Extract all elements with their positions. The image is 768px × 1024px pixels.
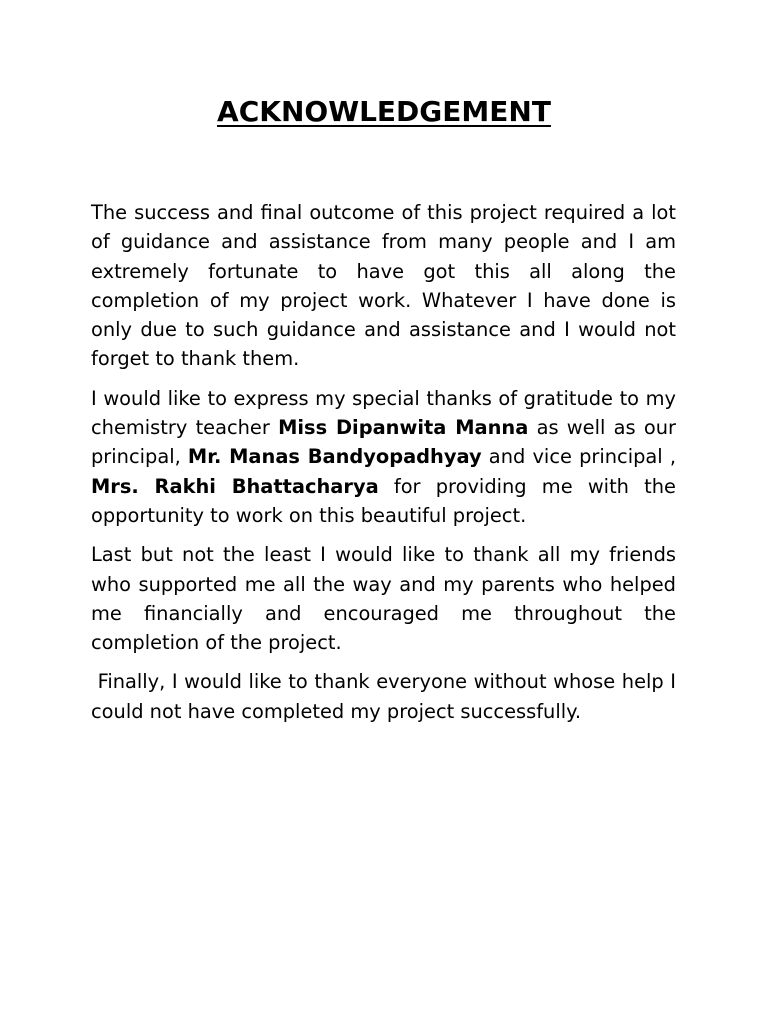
vice-principal-name: Mrs. Rakhi Bhattacharya <box>91 474 379 498</box>
principal-name: Mr. Manas Bandyopadhyay <box>187 445 482 469</box>
page-title: ACKNOWLEDGEMENT <box>217 95 551 128</box>
paragraph-thanks-text-3: and vice principal , <box>481 445 676 469</box>
document-body <box>91 198 676 736</box>
paragraph-thanks-text-4: for providing me with the opportunity to work on this beautiful project. <box>91 474 676 527</box>
paragraph-friends-parents: Last but not the least I would like to thank all my friends who supported me all the way and my parents who helped me financially and encouraged me throughout the completion of the project. <box>91 543 676 655</box>
paragraph-closing: Finally, I would like to thank everyone without whose help I could not have completed my project successfully. <box>91 670 676 723</box>
paragraph-thanks <box>91 384 676 530</box>
paragraph-thanks-text-1: I would like to express my special thanks of gratitude to my chemistry teacher <box>91 386 676 440</box>
paragraph-thanks-text-2: as well as our principal, <box>91 416 676 469</box>
teacher-name: Miss Dipanwita Manna <box>278 416 529 440</box>
paragraph-intro: The success and final outcome of this project required a lot of guidance and assistance from many people and I am extremely fortunate to have got this all along the completion of my project work. Whatever I have done is only due to such guidance and assistance and I would not forget to thank them. <box>91 201 676 371</box>
